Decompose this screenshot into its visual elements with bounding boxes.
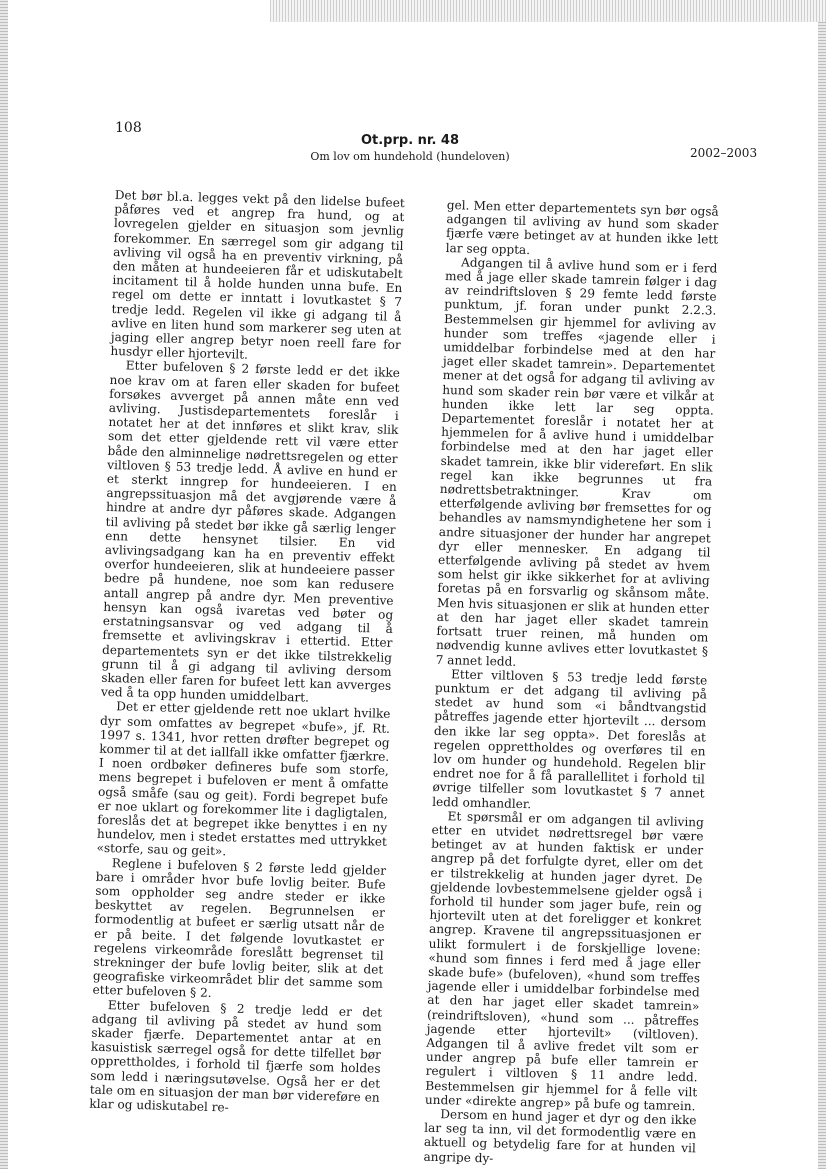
right-column	[423, 198, 719, 1170]
document-subtitle: Om lov om hundehold (hundeloven)	[310, 150, 510, 163]
scan-edge-left	[0, 0, 8, 1169]
running-header	[290, 133, 530, 163]
page-number: 108	[115, 120, 142, 136]
paragraph: Adgangen til å avlive hund som er i ferd med å jage eller skade tamrein følger i dag av reindriftsloven § 29 femte ledd første punktum, jf. foran under punkt 2.2.3. Bestemmelsen gir hjemmel for avliving av hunder som treffes «jagende eller i umiddelbar forbindelse med at den har jaget eller skadet tamrein». Departementet mener at det også for adgang til avliving av hund som skader rein bør være et vilkår at hunden ikke lett lar seg oppta. Departementet foreslår i notatet her at hjemmelen for å avlive hund i umiddelbar forbindelse med at den har jaget eller skadet tamrein, ikke blir videreført. En slik regel kan ikke begrunnes ut fra nødrettsbetraktninger. Krav om etterfølgende avliving bør fremsettes for og behandles av namsmyndighetene her som i andre situasjoner der hunder har angrepet dyr eller mennesker. En adgang til etterfølgende avliving på stedet av hvem som helst gir ikke sikkerhet for at avliving foretas på en forsvarlig og skånsom måte. Men hvis situasjonen er slik at hunden etter at den har jaget eller skadet tamrein fortsatt truer reinen, må hunden om nødvendig kunne avlives etter lovutkastet § 7 annet ledd.	[435, 255, 718, 669]
scan-top-edge	[270, 0, 826, 22]
paragraph: Dersom en hund jager et dyr og den ikke lar seg ta inn, vil det formodentlig være en aktuell og betydelig fare for at hunden vil angripe dy-	[423, 1107, 697, 1166]
paragraph: Et spørsmål er om adgangen til avliving etter en utvidet nødrettsregel bør være betinget av at hunden faktisk er under angrep på det forfulgte dyret, eller om det er tilstrekkelig at hunden jager dyret. De gjeldende lovbestemmelsene gjelder også i forhold til hunder som jager bufe, rein og hjortevilt uten at det foreligger et konkret angrep. Kravene til angrepssituasjonen er ulikt formulert i de forskjellige lovene: «hund som finnes i ferd med å jage eller skade bufe» (bufeloven), «hund som treffes jagende eller i umiddelbar forbindelse med at den har jaget eller skadet tamrein» (reindriftsloven), «hund som ... påtreffes jagende etter hjortevilt» (viltloven). Adgangen til å avlive fredet vilt som er under angrep på bufe eller tamrein er regulert i viltloven § 11 andre ledd. Bestemmelsen gir hjemmel for å felle vilt under «direkte angrep» på bufe og tamrein.	[424, 808, 704, 1114]
paragraph: Etter bufeloven § 2 første ledd er det ikke noe krav om at faren eller skaden for bufeet forsøkes avverget på annen måte enn ved avliving. Justisdepartementets foreslår i notatet her at det innføres et slikt krav, slik som det etter gjeldende rett vil være etter både den alminnelige nødrettsregelen og etter viltloven § 53 tredje ledd. Å avlive en hund er et sterkt inngrep for hundeeieren. I en angrepssituasjon må det avgjørende være å hindre at andre dyr påføres skade. Adgangen til avliving på stedet bør ikke gå særlig lenger enn dette hensynet tilsier. En vid avlivingsadgang kan ha en preventiv effekt overfor hundeeieren, slik at hundeeiere passer bedre på hundene, noe som kan redusere antall angrep på andre dyr. Men preventive hensyn kan også ivaretas ved bøter og erstatningsansvar og ved adgang til å fremsette et avlivingskrav i ettertid. Etter departementets syn er det ikke tilstrekkelig grunn til å gi adgang til avliving dersom skaden eller faren for bufeet lett kan avverges ved å ta opp hunden umiddelbart.	[100, 358, 401, 705]
document-title: Ot.prp. nr. 48	[360, 133, 460, 148]
paragraph: Etter bufeloven § 2 tredje ledd er det adgang til avliving på stedet av hund som skader fjærfe. Departementet antar at en kasuistisk særregel også for dette tilfellet bør opprettholdes, i forhold til fjærfe som holdes som ledd i næringsutøvelse. Også her er det tale om en situasjon der man bør videreføre en klar og udiskutabel re-	[89, 997, 383, 1115]
paragraph: Reglene i bufeloven § 2 første ledd gjelder bare i områder hvor bufe lovlig beiter. Bufe som oppholder seg andre steder er ikke beskyttet av regelen. Begrunnelsen er formodentlig at bufeet er særlig utsatt når de er på beite. I det følgende lovutkastet er regelens virkeområde foreslått begrenset til strekninger der bufe lovlig beiter, slik at det geografiske virkeområdet blir det samme som etter bufeloven § 2.	[92, 855, 387, 1001]
session-years: 2002–2003	[690, 146, 758, 160]
paragraph: Det bør bl.a. legges vekt på den lidelse bufeet påføres ved et angrep fra hund, og at lovregelen gjelder en situasjon som jevnlig forekommer. En særregel som gir adgang til avliving vil også ha en preventiv virkning, på den måten at hundeeieren får et udiskutabelt incitament til å holde hunden unna bufe. En regel om dette er inntatt i lovutkastet § 7 tredje ledd. Regelen vil ikke gi adgang til å avlive en liten hund som markerer seg uten at jaging eller angrep betyr noen reell fare for husdyr eller hjortevilt.	[110, 188, 405, 363]
scan-edge-right	[818, 0, 826, 1169]
paragraph: Etter viltloven § 53 tredje ledd første punktum er det adgang til avliving på stedet av hund som «i båndtvangstid påtreffes jagende etter hjortevilt ... dersom den ikke lar seg oppta». Det foreslås at regelen opprettholdes og overføres til en lov om hunder og hundehold. Regelen blir endret noe for å få parallellitet i forhold til øvrige tilfeller som lovutkastet § 7 annet ledd omhandler.	[432, 666, 708, 811]
left-column	[89, 188, 405, 1119]
paragraph: Det er etter gjeldende rett noe uklart hvilke dyr som omfattes av begrepet «bufe», jf. Rt. 1997 s. 1341, hvor retten drøfter begrepet og kommer til at det iallfall ikke omfatter fjærkre. I noen ordbøker defineres bufe som storfe, mens begrepet i bufeloven er ment å omfatte også småfe (sau og geit). Fordi begrepet bufe er noe uklart og forekommer lite i dagligtalen, foreslås det at begrepet ikke benyttes i en ny hundelov, men i stedet erstattes med uttrykket «storfe, sau og geit».	[96, 699, 391, 859]
paragraph: gel. Men etter departementets syn bør også adgangen til avliving av hund som skader fjærfe være betinget av at hunden ikke lett lar seg oppta.	[445, 198, 719, 257]
